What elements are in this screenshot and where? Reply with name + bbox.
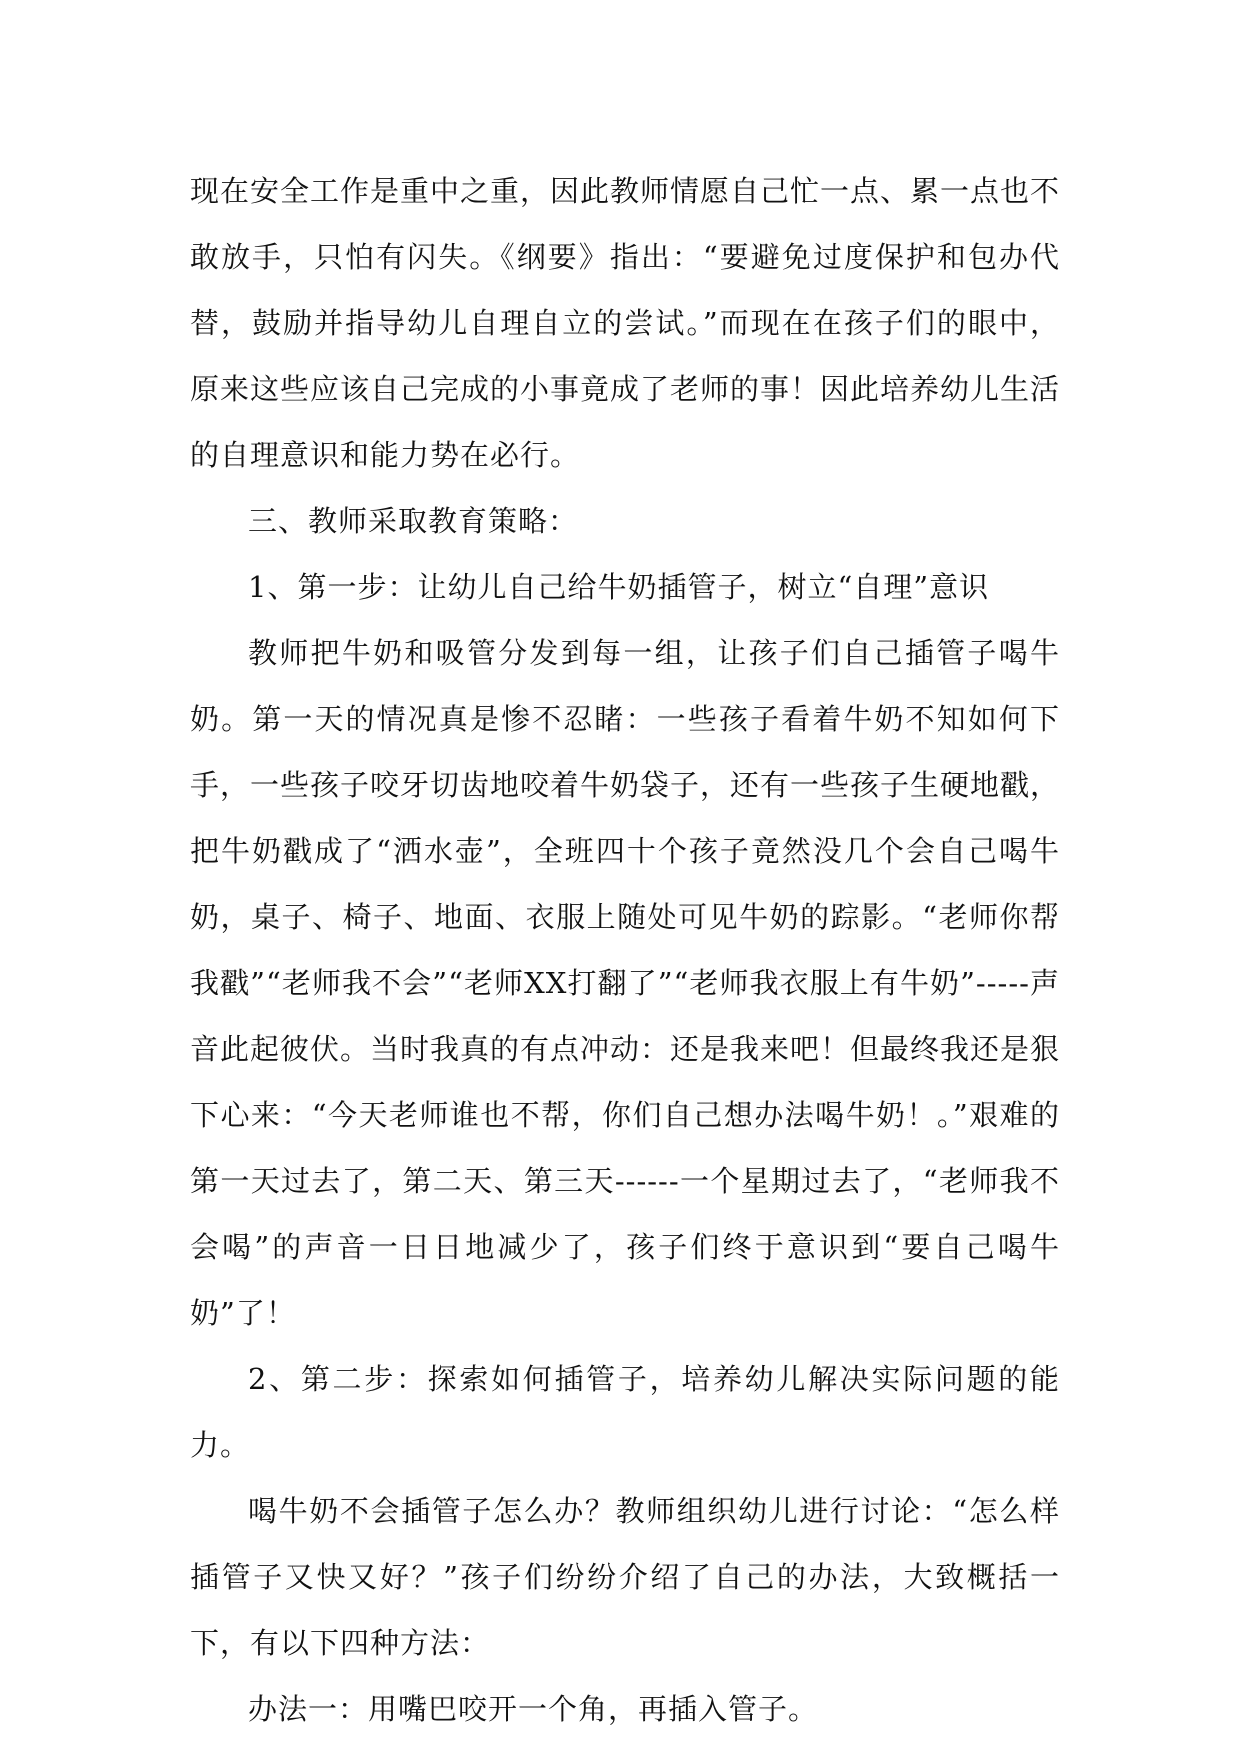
step-two-heading: 2、第二步：探索如何插管子，培养幼儿解决实际问题的能力。 bbox=[190, 1362, 1060, 1462]
paragraph-step-one: 教师把牛奶和吸管分发到每一组，让孩子们自己插管子喝牛奶。第一天的情况真是惨不忍睹：一些孩子看着牛奶不知如何下手，一些孩子咬牙切齿地咬着牛奶袋子，还有一些孩子生硬地戳，把牛奶戳成了“洒水壶”，全班四十个孩子竟然没几个会自己喝牛奶，桌子、椅子、地面、衣服上随处可见牛奶的踪影。“老师你帮我戳”“老师我不会”“老师XX打翻了”“老师我衣服上有牛奶”-----声音此起彼伏。当时我真的有点冲动：还是我来吧！但最终我还是狠下心来：“今天老师谁也不帮，你们自己想办法喝牛奶！。”艰难的第一天过去了，第二天、第三天------一个星期过去了，“老师我不会喝”的声音一日日地减少了，孩子们终于意识到“要自己喝牛奶”了！ bbox=[190, 636, 1061, 1330]
paragraph-step-two: 喝牛奶不会插管子怎么办？教师组织幼儿进行讨论：“怎么样插管子又快又好？”孩子们纷纷介绍了自己的办法，大致概括一下，有以下四种方法： bbox=[190, 1494, 1060, 1660]
step-one-heading: 1、第一步：让幼儿自己给牛奶插管子，树立“自理”意识 bbox=[248, 570, 990, 604]
document-body bbox=[190, 158, 1060, 1742]
section-heading-strategies: 三、教师采取教育策略： bbox=[248, 504, 579, 538]
method-one: 办法一：用嘴巴咬开一个角，再插入管子。 bbox=[248, 1692, 819, 1726]
paragraph-continuation: 现在安全工作是重中之重，因此教师情愿自己忙一点、累一点也不敢放手，只怕有闪失。《纲要》指出：“要避免过度保护和包办代替，鼓励并指导幼儿自理自立的尝试。”而现在在孩子们的眼中，原来这些应该自己完成的小事竟成了老师的事！因此培养幼儿生活的自理意识和能力势在必行。 bbox=[190, 174, 1061, 472]
